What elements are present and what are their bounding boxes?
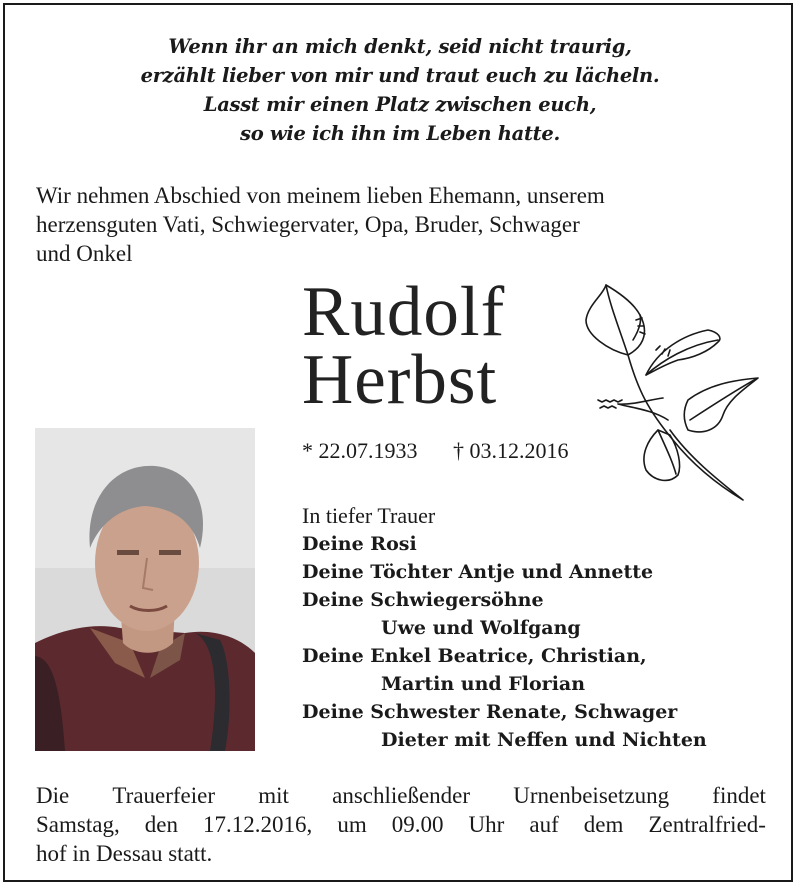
word: mit [258, 783, 289, 808]
verse-line: Wenn ihr an mich denkt, seid nicht traurig, [168, 35, 632, 58]
word: um [337, 812, 367, 837]
mourners-list [302, 502, 707, 754]
intro-line: und Onkel [36, 241, 133, 266]
mourner-line: Deine Enkel Beatrice, Christian, [302, 645, 647, 667]
portrait-photo [35, 428, 255, 751]
mourner-line: Uwe und Wolfgang [381, 617, 581, 639]
word: den [144, 812, 178, 837]
word: findet [712, 783, 766, 808]
word: Die [36, 783, 70, 808]
funeral-line-1 [36, 781, 766, 810]
word: 09.00 [391, 812, 444, 837]
death-date: † 03.12.2016 [453, 438, 569, 463]
first-name: Rudolf [302, 273, 506, 351]
word: auf [529, 812, 559, 837]
funeral-line-2 [36, 810, 766, 839]
mourner-line: Deine Töchter Antje und Annette [302, 561, 654, 583]
mourner-line: Dieter mit Neffen und Nichten [381, 729, 707, 751]
mourners-intro: In tiefer Trauer [302, 503, 436, 528]
mourner-line: Deine Schwiegersöhne [302, 589, 544, 611]
word: dem [583, 812, 624, 837]
verse-line: so wie ich ihn im Leben hatte. [240, 122, 560, 145]
intro-line: herzensguten Vati, Schwiegervater, Opa, Bruder, Schwager [36, 212, 580, 237]
life-dates [302, 438, 569, 464]
last-name: Herbst [302, 341, 498, 419]
word: Trauerfeier [112, 783, 216, 808]
word: anschließender [332, 783, 471, 808]
intro-line: Wir nehmen Abschied von meinem lieben Ehemann, unserem [36, 183, 605, 208]
verse-line: Lasst mir einen Platz zwischen euch, [203, 93, 597, 116]
mourner-line: Martin und Florian [381, 673, 586, 695]
funeral-details [36, 781, 766, 868]
farewell-intro [36, 181, 766, 268]
mourner-line: Deine Schwester Renate, Schwager [302, 701, 678, 723]
word: 17.12.2016, [203, 812, 313, 837]
birth-date: * 22.07.1933 [302, 438, 418, 463]
word: Zentralfried- [648, 812, 766, 837]
calla-lily-icon [578, 280, 763, 505]
funeral-line-3: hof in Dessau statt. [36, 841, 213, 866]
memorial-verse [0, 32, 800, 148]
word: Uhr [468, 812, 505, 837]
word: Urnenbeisetzung [513, 783, 670, 808]
verse-line: erzählt lieber von mir und traut euch zu lächeln. [140, 64, 660, 87]
mourner-line: Deine Rosi [302, 533, 417, 555]
deceased-name [302, 273, 506, 419]
word: Samstag, [36, 812, 120, 837]
